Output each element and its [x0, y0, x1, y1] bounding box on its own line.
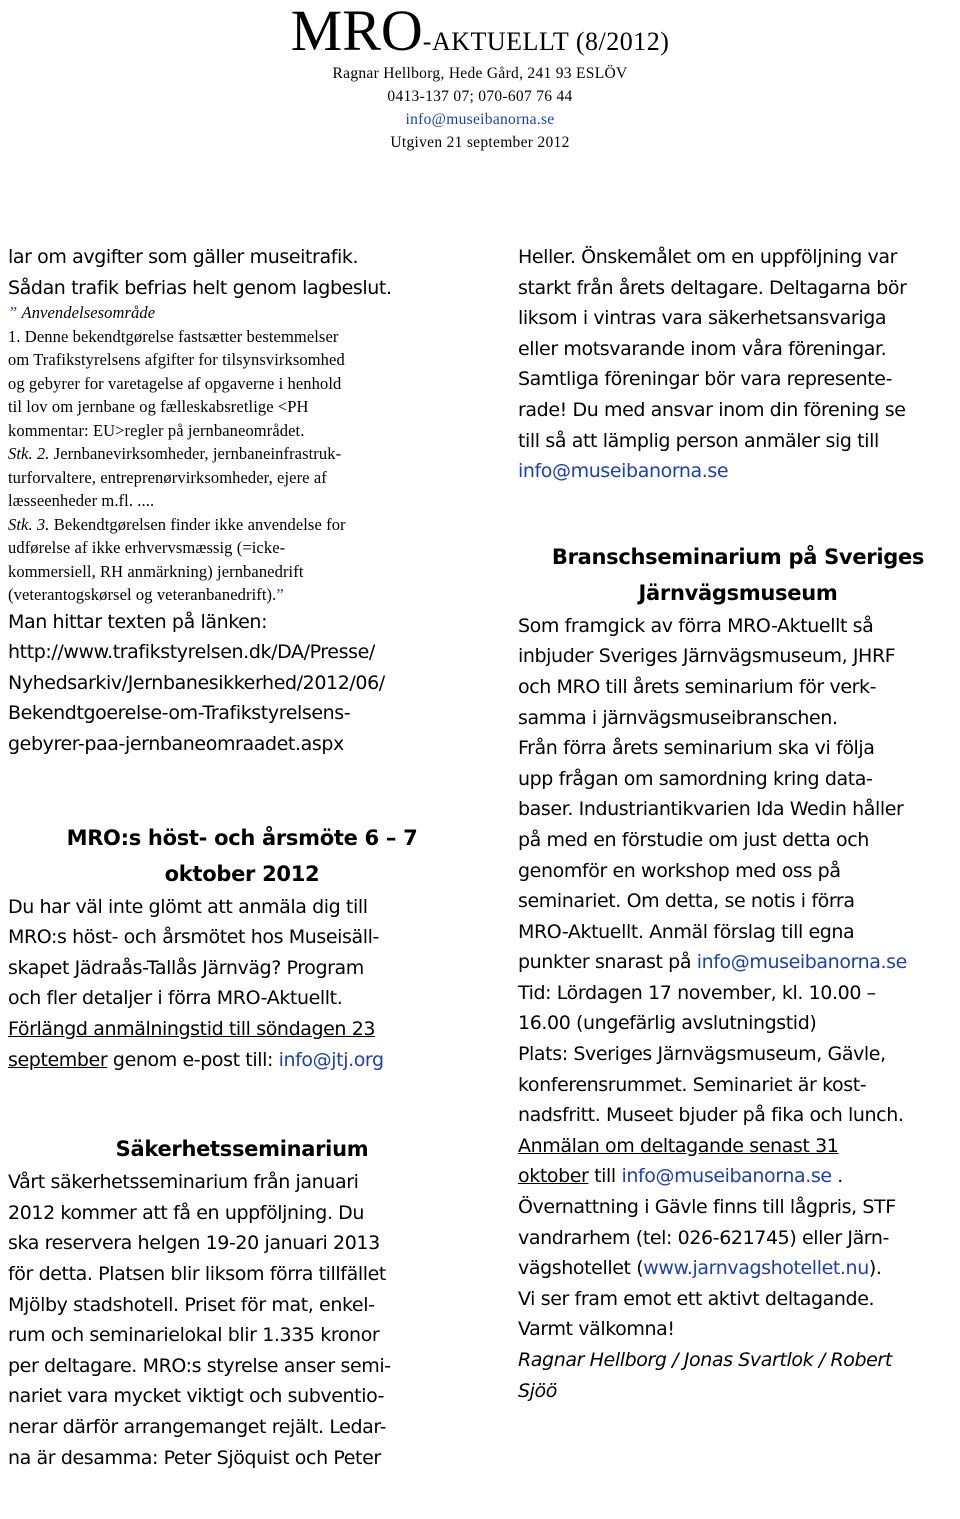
quote-line: Stk. 3. Bekendtgørelsen finder ikke anvendelse for — [8, 514, 346, 534]
email-link[interactable]: info@museibanorna.se — [405, 111, 555, 128]
section-heading: MRO:s höst- och årsmöte 6 – 7 — [66, 825, 418, 850]
text-line: Sådan trafik befrias helt genom lagbeslut. — [8, 276, 392, 299]
quote-line: til lov om jernbane og fælleskabsretlige <PH — [8, 397, 309, 417]
quote-line: og gebyrer for varetagelse af opgaverne i henhold — [8, 373, 342, 393]
newsletter-title — [0, 0, 960, 62]
text-line: ska reservera helgen 19-20 januari 2013 — [8, 1232, 380, 1255]
website-link[interactable]: www.jarnvagshotellet.nu — [643, 1257, 869, 1280]
text-line: inbjuder Sveriges Järnvägsmuseum, JHRF — [518, 645, 896, 668]
email-link[interactable]: info@museibanorna.se — [696, 951, 907, 974]
text-line: rum och seminarielokal blir 1.335 kronor — [8, 1324, 380, 1347]
text-line: nerar därför arrangemanget rejält. Ledar- — [8, 1415, 387, 1438]
url-line[interactable]: http://www.trafikstyrelsen.dk/DA/Presse/ — [8, 641, 375, 664]
left-column — [8, 240, 476, 1473]
text-line: Varmt välkomna! — [518, 1318, 675, 1341]
quote-heading: ” Anvendelsesområde — [8, 303, 156, 323]
quote-line: 1. Denne bekendtgørelse fastsætter bestemmelser — [8, 326, 339, 346]
text-line: Samtliga föreningar bör vara represente- — [518, 368, 893, 391]
url-line[interactable]: Nyhedsarkiv/Jernbanesikkerhed/2012/06/ — [8, 671, 385, 694]
address-line: Ragnar Hellborg, Hede Gård, 241 93 ESLÖV — [332, 65, 628, 82]
right-column — [518, 240, 958, 1406]
text-line: nariet vara mycket viktigt och subventio- — [8, 1385, 385, 1408]
quote-line: turforvaltere, entreprenørvirksomheder, ejere af — [8, 467, 327, 487]
section-heading: oktober 2012 — [164, 861, 320, 886]
quote-line: kommentar: EU>regler på jernbaneområdet. — [8, 420, 305, 440]
text-line: Mjölby stadshotell. Priset för mat, enkel- — [8, 1293, 375, 1316]
quote-line: Stk. 2. Jernbanevirksomheder, jernbaneinfrastruk- — [8, 444, 342, 464]
text-line: vägshotellet (www.jarnvagshotellet.nu). — [518, 1257, 882, 1280]
quote-close-mark: ” — [276, 585, 284, 605]
text-line: Tid: Lördagen 17 november, kl. 10.00 – — [518, 981, 876, 1004]
text-line: genomför en workshop med oss på — [518, 859, 841, 882]
section-heading: Säkerhetsseminarium — [115, 1137, 369, 1162]
quote-line: om Trafikstyrelsens afgifter for tilsynsvirksomhed — [8, 350, 345, 370]
url-line[interactable]: Bekendtgoerelse-om-Trafikstyrelsens- — [8, 702, 351, 725]
text-line: Heller. Önskemålet om en uppföljning var — [518, 246, 898, 268]
text-line: och MRO till årets seminarium för verk- — [518, 675, 877, 698]
signature-line: Sjöö — [518, 1379, 557, 1402]
text-line: samma i järnvägsmuseibranschen. — [518, 706, 838, 729]
text-line: 16.00 (ungefärlig avslutningstid) — [518, 1012, 817, 1035]
section-heading: Järnvägsmuseum — [638, 580, 838, 605]
text-line: september genom e-post till: info@jtj.org — [8, 1048, 384, 1071]
text-line: konferensrummet. Seminariet är kost- — [518, 1073, 867, 1096]
quote-line: kommersiell, RH anmärkning) jernbanedrift — [8, 561, 304, 581]
text-line: lar om avgifter som gäller museitrafik. — [8, 246, 359, 268]
email-link[interactable]: info@museibanorna.se — [518, 460, 729, 483]
quote-open-mark: ” — [8, 303, 18, 323]
text-line: eller motsvarande inom våra föreningar. — [518, 337, 887, 360]
text-line: oktober till info@museibanorna.se . — [518, 1165, 843, 1188]
title-main: MRO — [290, 0, 423, 63]
text-line: seminariet. Om detta, se notis i förra — [518, 890, 855, 913]
text-line: till så att lämplig person anmäler sig till — [518, 429, 879, 452]
quote-line: udførelse af ikke erhvervsmæssig (=icke- — [8, 538, 286, 558]
spacer — [518, 487, 958, 539]
text-line: punkter snarast på info@museibanorna.se — [518, 951, 907, 974]
text-line: MRO-Aktuellt. Anmäl förslag till egna — [518, 920, 855, 943]
email-link[interactable]: info@museibanorna.se — [621, 1165, 832, 1188]
email-link[interactable]: info@jtj.org — [278, 1048, 384, 1071]
text-line: skapet Jädraås-Tallås Järnväg? Program — [8, 956, 364, 979]
text-line: nadsfritt. Museet bjuder på fika och lunch. — [518, 1104, 904, 1127]
stk-label: Stk. 2. — [8, 444, 50, 464]
stk-label: Stk. 3. — [8, 514, 50, 534]
title-issue: -AKTUELLT (8/2012) — [422, 27, 670, 56]
signature-line: Ragnar Hellborg / Jonas Svartlok / Robert — [518, 1349, 892, 1371]
section-heading: Branschseminarium på Sveriges — [551, 544, 925, 569]
text-line: Förlängd anmälningstid till söndagen 23 — [8, 1018, 376, 1041]
url-line[interactable]: gebyrer-paa-jernbaneomraadet.aspx — [8, 733, 344, 756]
spacer — [8, 1075, 476, 1131]
text-line: upp frågan om samordning kring data- — [518, 767, 873, 790]
masthead — [0, 0, 960, 154]
text-line: na är desamma: Peter Sjöquist och Peter — [8, 1446, 381, 1469]
text-line: vandrarhem (tel: 026-621745) eller Järn- — [518, 1226, 889, 1249]
text-line: Plats: Sveriges Järnvägsmuseum, Gävle, — [518, 1043, 886, 1066]
text-line: Man hittar texten på länken: — [8, 610, 268, 633]
issue-date: Utgiven 21 september 2012 — [390, 134, 570, 151]
text-line: 2012 kommer att få en uppföljning. Du — [8, 1201, 365, 1224]
text-line: liksom i vintras vara säkerhetsansvariga — [518, 307, 887, 330]
text-line: baser. Industriantikvarien Ida Wedin håller — [518, 798, 904, 821]
text-line: Från förra årets seminarium ska vi följa — [518, 737, 875, 760]
text-line: Som framgick av förra MRO-Aktuellt så — [518, 614, 874, 637]
text-line: och fler detaljer i förra MRO-Aktuellt. — [8, 987, 343, 1010]
quote-line: læsseenheder m.fl. .... — [8, 491, 155, 511]
spacer — [8, 760, 476, 820]
text-line: på med en förstudie om just detta och — [518, 828, 869, 851]
text-line: rade! Du med ansvar inom din förening se — [518, 398, 906, 421]
text-line: Vårt säkerhetsseminarium från januari — [8, 1171, 359, 1194]
text-line: per deltagare. MRO:s styrelse anser semi- — [8, 1354, 391, 1377]
text-line: för detta. Platsen blir liksom förra tillfället — [8, 1263, 386, 1285]
quote-line: (veterantogskørsel og veteranbanedrift).” — [8, 585, 284, 605]
text-line: starkt från årets deltagare. Deltagarna bör — [518, 276, 907, 299]
text-line: MRO:s höst- och årsmötet hos Museisäll- — [8, 926, 379, 949]
text-line: Övernattning i Gävle finns till lågpris, STF — [518, 1196, 896, 1219]
phone-line: 0413-137 07; 070-607 76 44 — [387, 88, 573, 105]
text-line: Du har väl inte glömt att anmäla dig till — [8, 895, 368, 918]
text-line: Vi ser fram emot ett aktivt deltagande. — [518, 1287, 875, 1310]
text-line: Anmälan om deltagande senast 31 — [518, 1134, 839, 1157]
